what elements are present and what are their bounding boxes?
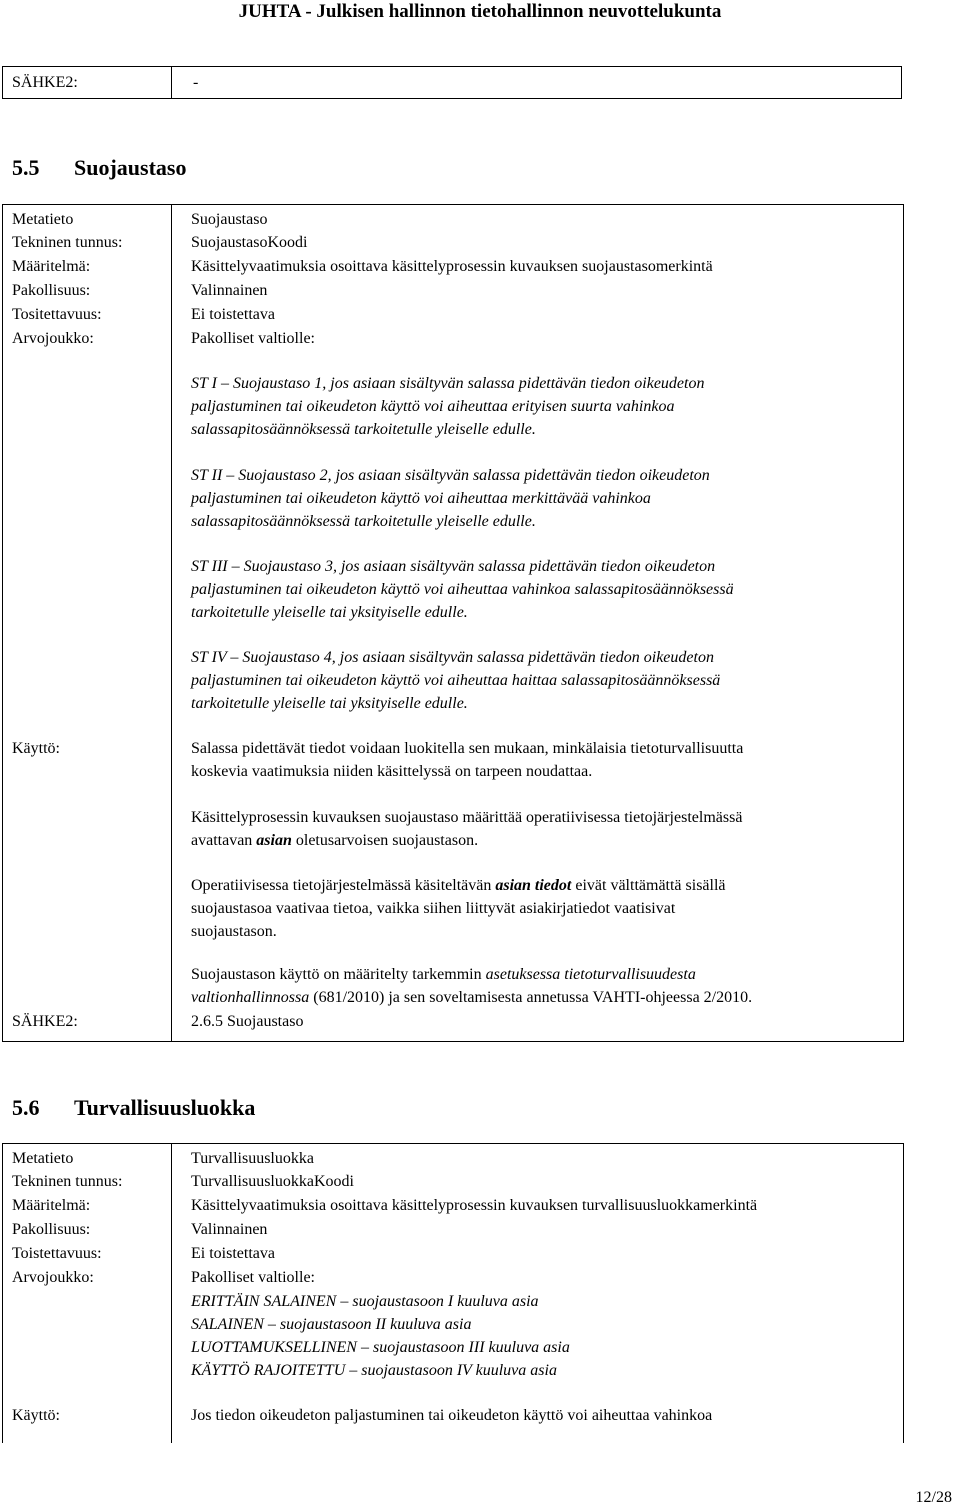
emphasis-term: asian tiedot	[495, 877, 572, 894]
usage-paragraph-1	[191, 737, 891, 783]
table-row	[3, 1242, 903, 1265]
usage-label: Käyttö:	[12, 1407, 60, 1424]
text-line: ST II – Suojaustaso 2, jos asiaan sisältyvän salassa pidettävän tiedon oikeudeton	[191, 467, 710, 484]
text-line: paljastuminen tai oikeudeton käyttö voi aiheuttaa haittaa salassapitosäännöksessä	[191, 672, 721, 689]
table-row	[3, 1147, 903, 1170]
text-line: tarkoitetulle yleiselle tai yksityiselle edulle.	[191, 604, 468, 621]
metadata-table-turvallisuusluokka	[2, 1143, 904, 1443]
text-line: ST III – Suojaustaso 3, jos asiaan sisältyvän salassa pidettävän tiedon oikeudeton	[191, 558, 716, 575]
column-divider	[171, 67, 172, 98]
row-value: TurvallisuusluokkaKoodi	[191, 1173, 354, 1190]
page-header: JUHTA - Julkisen hallinnon tietohallinnon neuvottelukunta	[238, 1, 722, 22]
table-row	[3, 1170, 903, 1193]
row-value: Ei toistettava	[191, 306, 275, 323]
row-key: Tositettavuus:	[12, 306, 102, 323]
list-item: KÄYTTÖ RAJOITETTU – suojaustasoon IV kuuluva asia	[191, 1362, 557, 1379]
row-key: Tekninen tunnus:	[12, 234, 123, 251]
text-segment: Operatiivisessa tietojärjestelmässä käsiteltävän	[191, 877, 496, 894]
usage-paragraph-4	[191, 963, 891, 1009]
table-row	[3, 327, 903, 350]
protection-level-st4	[191, 646, 891, 715]
usage-text: Jos tiedon oikeudeton paljastuminen tai oikeudeton käyttö voi aiheuttaa vahinkoa	[191, 1407, 713, 1424]
sahke-label: SÄHKE2:	[12, 1013, 78, 1030]
regulation-title: valtionhallinnossa	[191, 989, 310, 1006]
list-item: LUOTTAMUKSELLINEN – suojaustasoon III kuuluva asia	[191, 1339, 570, 1356]
text-segment: Suojaustason käyttö on määritelty tarkemmin	[191, 966, 486, 983]
row-key: Toistettavuus:	[12, 1245, 102, 1262]
section-title: Suojaustaso	[74, 155, 187, 180]
text-line: salassapitosäännöksessä tarkoitetulle yleiselle edulle.	[191, 421, 536, 438]
row-value: Ei toistettava	[191, 1245, 275, 1262]
section-number: 5.6	[12, 1095, 40, 1120]
sahke-top-label: SÄHKE2:	[12, 74, 78, 91]
text-line	[191, 963, 891, 986]
sahke-top-box	[2, 66, 902, 99]
row-key: Metatieto	[12, 1150, 74, 1167]
row-value: Käsittelyvaatimuksia osoittava käsittelyprosessin kuvauksen turvallisuusluokkamerkintä	[191, 1197, 758, 1214]
row-value: Käsittelyvaatimuksia osoittava käsittelyprosessin kuvauksen suojaustasomerkintä	[191, 258, 713, 275]
row-value: SuojaustasoKoodi	[191, 234, 308, 251]
text-line: ST IV – Suojaustaso 4, jos asiaan sisältyvän salassa pidettävän tiedon oikeudeton	[191, 649, 714, 666]
row-key: Määritelmä:	[12, 1197, 91, 1214]
row-value: Suojaustaso	[191, 211, 268, 228]
row-key: Arvojoukko:	[12, 1269, 94, 1286]
protection-level-st2	[191, 464, 891, 533]
table-row	[3, 231, 903, 254]
table-row	[3, 208, 903, 231]
text-line: suojaustasoa vaativaa tietoa, vaikka siihen liittyvät asiakirjatiedot vaatisivat	[191, 900, 676, 917]
text-line	[191, 986, 891, 1009]
protection-level-st3	[191, 555, 891, 624]
text-line: paljastuminen tai oikeudeton käyttö voi aiheuttaa vahinkoa salassapitosäännöksessä	[191, 581, 734, 598]
text-line: koskevia vaatimuksia niiden käsittelyssä on tarpeen noudattaa.	[191, 763, 593, 780]
table-row	[3, 1194, 903, 1217]
row-key: Arvojoukko:	[12, 330, 94, 347]
list-item: ERITTÄIN SALAINEN – suojaustasoon I kuuluva asia	[191, 1293, 539, 1310]
page-number: 12/28	[915, 1489, 952, 1506]
row-value: Pakolliset valtiolle:	[191, 1269, 315, 1286]
table-row	[3, 1218, 903, 1241]
text-line: Käsittelyprosessin kuvauksen suojaustaso määrittää operatiivisessa tietojärjestelmässä	[191, 809, 743, 826]
security-class-list	[191, 1290, 891, 1382]
text-line: paljastuminen tai oikeudeton käyttö voi aiheuttaa erityisen suurta vahinkoa	[191, 398, 675, 415]
text-line: Salassa pidettävät tiedot voidaan luokitella sen mukaan, minkälaisia tietoturvallisuutta	[191, 740, 744, 757]
section-number: 5.5	[12, 155, 40, 180]
table-row	[3, 279, 903, 302]
section-title: Turvallisuusluokka	[74, 1095, 256, 1120]
row-key: Pakollisuus:	[12, 282, 91, 299]
text-line: paljastuminen tai oikeudeton käyttö voi aiheuttaa merkittävää vahinkoa	[191, 490, 651, 507]
table-row	[3, 1266, 903, 1289]
text-segment: avattavan	[191, 832, 257, 849]
text-line: ST I – Suojaustaso 1, jos asiaan sisältyvän salassa pidettävän tiedon oikeudeton	[191, 375, 705, 392]
usage-label: Käyttö:	[12, 740, 60, 757]
row-value: Pakolliset valtiolle:	[191, 330, 315, 347]
metadata-table-suojaustaso	[2, 204, 904, 1042]
row-value: Turvallisuusluokka	[191, 1150, 314, 1167]
text-line: salassapitosäännöksessä tarkoitetulle yleiselle edulle.	[191, 513, 536, 530]
text-line: tarkoitetulle yleiselle tai yksityiselle edulle.	[191, 695, 468, 712]
protection-level-st1	[191, 372, 891, 441]
list-item: SALAINEN – suojaustasoon II kuuluva asia	[191, 1316, 472, 1333]
text-line	[191, 829, 891, 852]
table-row	[3, 255, 903, 278]
table-row	[3, 303, 903, 326]
emphasis-term: asian	[256, 832, 292, 849]
row-key: Pakollisuus:	[12, 1221, 91, 1238]
sahke-row	[3, 1010, 903, 1033]
sahke-value: 2.6.5 Suojaustaso	[191, 1013, 304, 1030]
usage-paragraph-3	[191, 874, 891, 943]
row-key: Määritelmä:	[12, 258, 91, 275]
section-heading-turvallisuusluokka	[12, 1094, 255, 1122]
row-value: Valinnainen	[191, 282, 268, 299]
text-segment: eivät välttämättä sisällä	[571, 877, 726, 894]
text-segment: oletusarvoisen suojaustason.	[291, 832, 479, 849]
sahke-top-value: -	[193, 74, 199, 91]
text-line	[191, 874, 891, 897]
usage-row	[3, 1404, 903, 1427]
regulation-title: asetuksessa tietoturvallisuudesta	[485, 966, 696, 983]
row-value: Valinnainen	[191, 1221, 268, 1238]
row-key: Metatieto	[12, 211, 74, 228]
row-key: Tekninen tunnus:	[12, 1173, 123, 1190]
text-segment: (681/2010) ja sen soveltamisesta annetussa VAHTI-ohjeessa 2/2010.	[309, 989, 753, 1006]
section-heading-suojaustaso	[12, 154, 186, 182]
text-line: suojaustason.	[191, 923, 277, 940]
usage-paragraph-2	[191, 806, 891, 852]
